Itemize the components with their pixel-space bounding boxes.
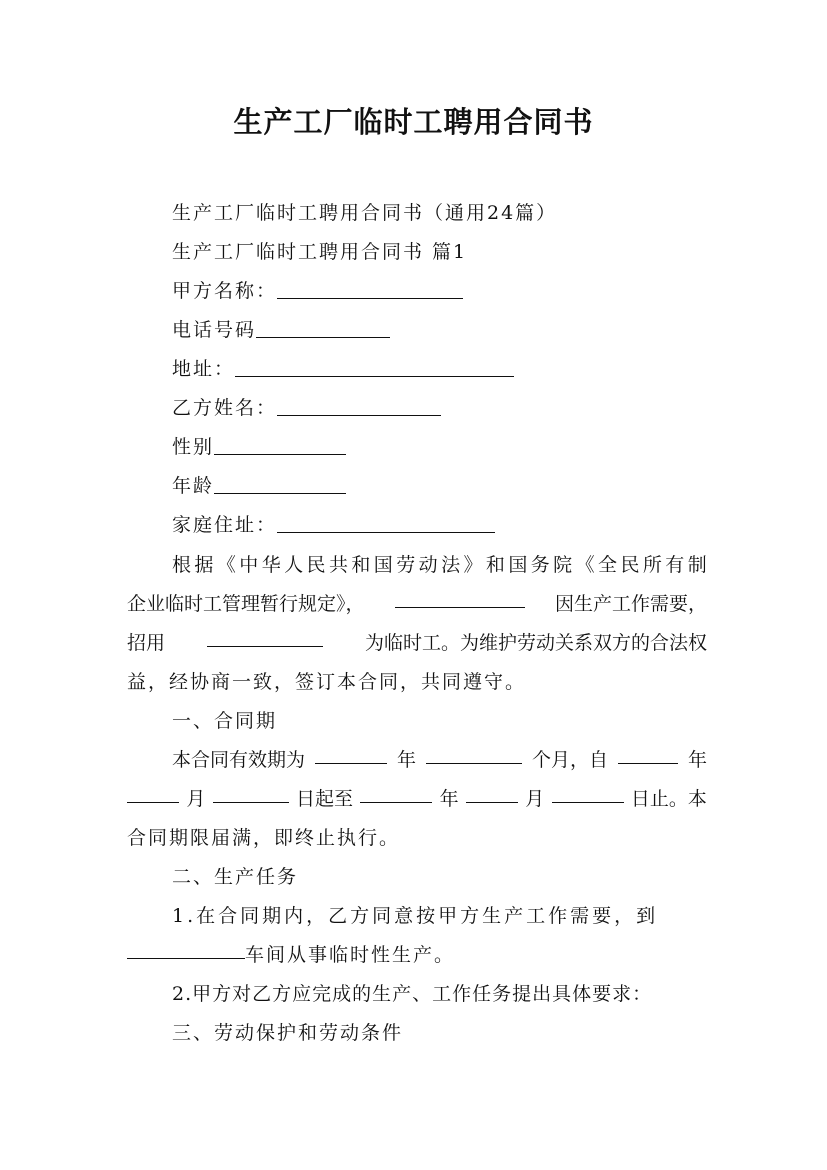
preamble-line-4: 益，经协商一致，签订本合同，共同遵守。	[127, 671, 527, 693]
party-b-name-field	[172, 393, 441, 420]
section-2-item-1-line-1: 1.在合同期内，乙方同意按甲方生产工作需要，到	[172, 905, 659, 927]
age-label: 年龄	[172, 475, 215, 497]
preamble-line-1-char: 和	[485, 554, 505, 576]
section-1-heading: 一、合同期	[172, 710, 278, 732]
preamble-line-1-char: 根	[172, 554, 192, 576]
address-blank	[235, 358, 514, 377]
party-a-name-label: 甲方名称：	[172, 280, 278, 302]
phone-field	[172, 315, 390, 342]
preamble-line-2	[127, 589, 707, 616]
preamble-line-1-char: 法	[441, 554, 461, 576]
preamble-line-1-char: 和	[351, 554, 371, 576]
start-day-blank	[213, 784, 289, 803]
preamble-line-2-text-a: 企业临时工管理暂行规定》，	[127, 593, 365, 615]
preamble-line-1-char: 劳	[396, 554, 416, 576]
document-title: 生产工厂临时工聘用合同书	[233, 105, 594, 139]
home-address-blank	[277, 514, 495, 533]
preamble-line-1-char: 据	[194, 554, 214, 576]
section-2-heading: 二、生产任务	[172, 866, 299, 888]
preamble-line-1-char: 院	[553, 554, 573, 576]
preamble-line-1-char: 共	[328, 554, 348, 576]
section-1-line-1-text-b: 年	[396, 749, 416, 771]
gender-field	[172, 432, 346, 459]
years-blank	[315, 745, 387, 764]
preamble-line-2-text-b: 因生产工作需要，	[554, 593, 707, 615]
preamble-line-1-char: 国	[373, 554, 393, 576]
preamble-line-1-char: 民	[306, 554, 326, 576]
age-blank	[214, 475, 346, 494]
section-1-line-2-text-d: 月	[525, 788, 545, 810]
section-2-item-2: 2.甲方对乙方应完成的生产、工作任务提出具体要求：	[172, 983, 653, 1005]
preamble-line-3-text-b: 为临时工。为维护劳动关系双方的合法权	[364, 632, 707, 654]
section-1-line-2-text-c: 年	[439, 788, 459, 810]
section-1-line-2-text-a: 月	[186, 788, 206, 810]
preamble-line-1-char: 务	[530, 554, 550, 576]
section-1-line-1-text-c: 个月，自	[531, 749, 608, 771]
preamble-line-1-char: 》	[463, 554, 483, 576]
preamble-line-1-char: 动	[418, 554, 438, 576]
party-a-name-field	[172, 276, 463, 303]
party-a-name-blank	[277, 280, 463, 299]
party-b-name-blank	[277, 397, 441, 416]
end-month-blank	[466, 784, 518, 803]
address-label: 地址：	[172, 358, 236, 380]
workshop-blank	[127, 940, 245, 959]
preamble-line-1-char: 全	[598, 554, 618, 576]
section-2-item-1-line-2-text: 车间从事临时性生产。	[245, 944, 456, 966]
preamble-line-1-char: 所	[642, 554, 662, 576]
document-subtitle: 生产工厂临时工聘用合同书（通用24篇）	[172, 202, 558, 224]
party-b-name-label: 乙方姓名：	[172, 397, 278, 419]
preamble-line-3	[127, 628, 707, 655]
start-year-blank	[618, 745, 678, 764]
start-month-blank	[127, 784, 179, 803]
chapter-heading: 生产工厂临时工聘用合同书 篇1	[172, 241, 468, 263]
section-3-heading: 三、劳动保护和劳动条件	[172, 1022, 404, 1044]
end-year-blank	[360, 784, 432, 803]
preamble-line-1-char: 民	[620, 554, 640, 576]
end-day-blank	[552, 784, 624, 803]
months-blank	[426, 745, 522, 764]
section-1-line-3: 合同期限届满，即终止执行。	[127, 827, 401, 849]
preamble-line-1-char: 有	[665, 554, 685, 576]
gender-label: 性别	[172, 436, 215, 458]
preamble-line-1-char: 制	[687, 554, 707, 576]
preamble-line-1-char: 《	[575, 554, 595, 576]
section-1-line-1-text-a: 本合同有效期为	[172, 749, 306, 771]
phone-blank	[256, 319, 390, 338]
preamble-line-1-char: 国	[508, 554, 528, 576]
preamble-line-1-char: 中	[239, 554, 259, 576]
employee-blank	[207, 628, 323, 647]
preamble-line-1-char: 《	[216, 554, 236, 576]
home-address-label: 家庭住址：	[172, 514, 278, 536]
phone-label: 电话号码	[172, 319, 257, 341]
preamble-line-1	[172, 550, 707, 577]
section-1-line-2	[127, 784, 707, 811]
section-1-line-1	[172, 745, 707, 772]
preamble-line-3-text-a: 招用	[127, 632, 166, 654]
section-1-line-2-text-e: 日止。本	[630, 788, 707, 810]
preamble-line-1-char: 华	[261, 554, 281, 576]
section-1-line-1-text-d: 年	[687, 749, 707, 771]
home-address-field	[172, 510, 495, 537]
employer-blank	[395, 589, 525, 608]
section-2-item-1-line-2	[127, 940, 707, 967]
gender-blank	[214, 436, 346, 455]
preamble-line-1-char: 人	[284, 554, 304, 576]
address-field	[172, 354, 514, 381]
section-1-line-2-text-b: 日起至	[295, 788, 353, 810]
age-field	[172, 471, 346, 498]
